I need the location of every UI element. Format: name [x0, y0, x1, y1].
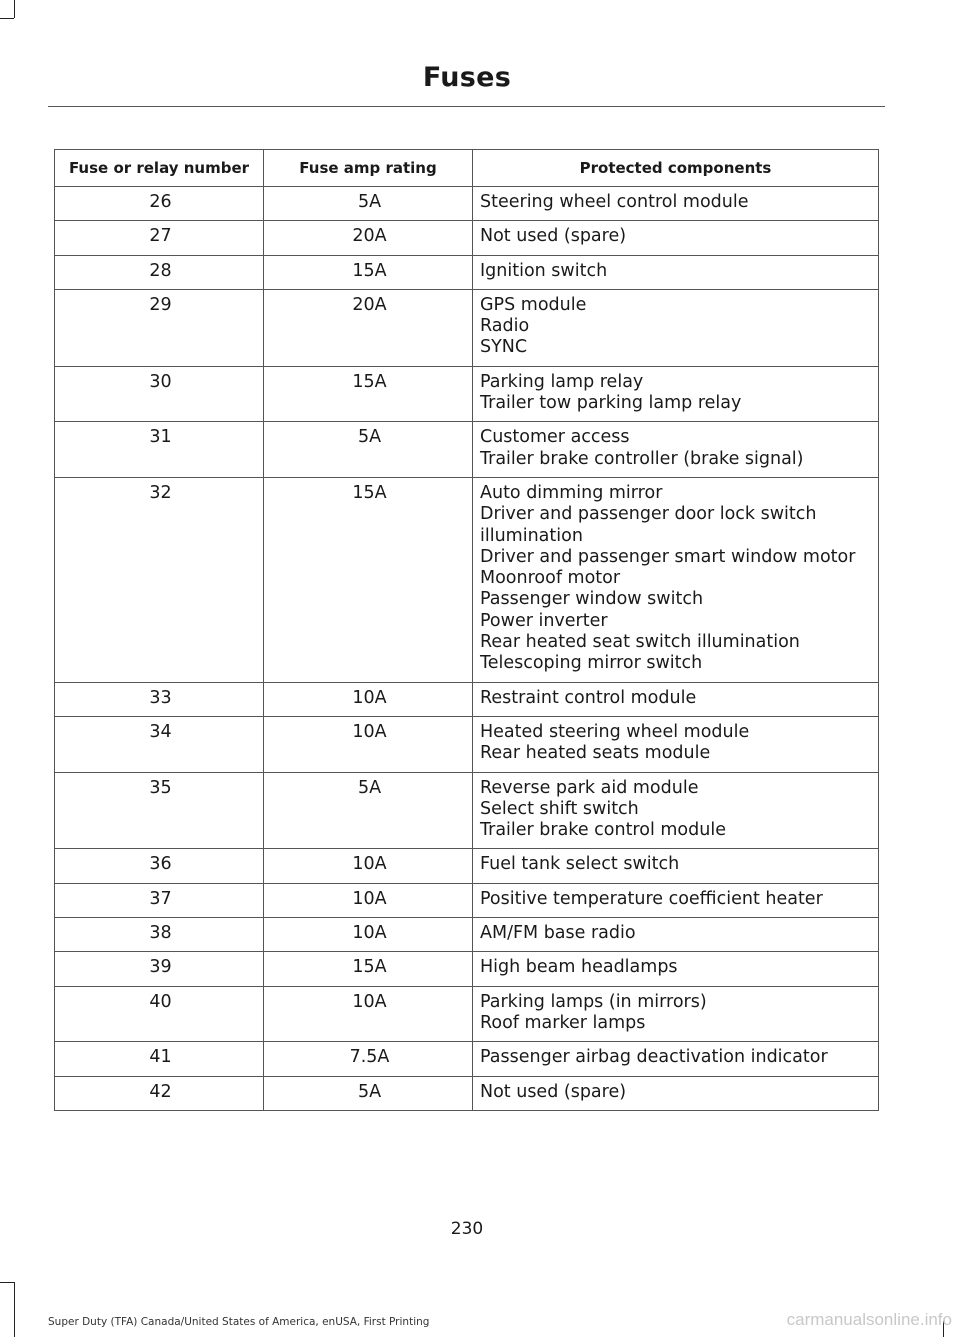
component-item: Fuel tank select switch	[480, 854, 680, 875]
title-divider	[48, 106, 885, 107]
component-item: Not used (spare)	[480, 1081, 627, 1102]
fuse-amp-rating: 10A	[264, 986, 473, 1042]
fuse-amp-rating: 10A	[264, 716, 473, 772]
fuse-number: 40	[55, 986, 264, 1042]
table-row	[55, 883, 879, 917]
component-item: Heated steering wheel module	[480, 721, 750, 742]
protected-components	[473, 289, 879, 366]
component-item: Auto dimming mirror	[480, 482, 663, 503]
table-row	[55, 952, 879, 986]
fuse-number: 38	[55, 918, 264, 952]
component-item: High beam headlamps	[480, 957, 678, 978]
table-row	[55, 849, 879, 883]
component-item: Trailer brake controller (brake signal)	[480, 448, 804, 469]
fuse-amp-rating: 5A	[264, 422, 473, 478]
fuse-amp-rating: 10A	[264, 883, 473, 917]
fuse-number: 30	[55, 366, 264, 422]
table-row	[55, 422, 879, 478]
fuse-number: 39	[55, 952, 264, 986]
component-item: Not used (spare)	[480, 226, 627, 247]
fuse-number: 35	[55, 772, 264, 849]
component-item: Reverse park aid module	[480, 777, 699, 798]
component-item: SYNC	[480, 337, 528, 358]
component-item: AM/FM base radio	[480, 923, 636, 944]
fuse-number: 31	[55, 422, 264, 478]
component-item: Trailer tow parking lamp relay	[480, 393, 742, 414]
component-item: Moonroof motor	[480, 568, 621, 589]
protected-components	[473, 849, 879, 883]
fuse-amp-rating: 5A	[264, 772, 473, 849]
fuse-number: 42	[55, 1076, 264, 1110]
component-item: Positive temperature coefficient heater	[480, 888, 823, 909]
crop-mark-top-left-v	[14, 0, 15, 18]
header-amp-rating: Fuse amp rating	[264, 150, 473, 187]
component-item: Driver and passenger smart window motor	[480, 546, 856, 567]
table-row	[55, 682, 879, 716]
protected-components	[473, 952, 879, 986]
table-row	[55, 1042, 879, 1076]
fuse-number: 28	[55, 255, 264, 289]
fuse-number: 33	[55, 682, 264, 716]
protected-components	[473, 883, 879, 917]
table-row	[55, 477, 879, 682]
protected-components	[473, 716, 879, 772]
watermark: carmanualsonline.info	[786, 1310, 952, 1329]
protected-components	[473, 187, 879, 221]
component-item: Roof marker lamps	[480, 1012, 646, 1033]
header-fuse-number: Fuse or relay number	[55, 150, 264, 187]
fuse-amp-rating: 7.5A	[264, 1042, 473, 1076]
protected-components	[473, 366, 879, 422]
fuse-number: 34	[55, 716, 264, 772]
protected-components	[473, 1042, 879, 1076]
component-item: Parking lamps (in mirrors)	[480, 991, 707, 1012]
fuse-number: 32	[55, 477, 264, 682]
crop-mark-bottom-left-h	[0, 1282, 14, 1283]
table-row	[55, 366, 879, 422]
component-item: Rear heated seats module	[480, 743, 711, 764]
component-item: Restraint control module	[480, 687, 697, 708]
protected-components	[473, 918, 879, 952]
fuse-amp-rating: 15A	[264, 366, 473, 422]
fuse-amp-rating: 5A	[264, 187, 473, 221]
component-item: Rear heated seat switch illumination	[480, 632, 800, 653]
fuse-table	[54, 149, 879, 1111]
table-row	[55, 772, 879, 849]
table-row	[55, 289, 879, 366]
table-row	[55, 255, 879, 289]
fuse-number: 27	[55, 221, 264, 255]
component-item: Passenger window switch	[480, 589, 704, 610]
component-item: Power inverter	[480, 610, 608, 631]
fuse-amp-rating: 20A	[264, 221, 473, 255]
header-protected-components: Protected components	[473, 150, 879, 187]
fuse-amp-rating: 15A	[264, 952, 473, 986]
fuse-amp-rating: 10A	[264, 682, 473, 716]
table-row	[55, 918, 879, 952]
component-item: Ignition switch	[480, 260, 608, 281]
fuse-number: 41	[55, 1042, 264, 1076]
page-title: Fuses	[422, 62, 512, 93]
component-item: Trailer brake control module	[480, 820, 726, 841]
component-item: Telescoping mirror switch	[480, 653, 703, 674]
protected-components	[473, 221, 879, 255]
crop-mark-top-left-h	[0, 18, 14, 19]
fuse-amp-rating: 15A	[264, 255, 473, 289]
component-item: Parking lamp relay	[480, 371, 644, 392]
fuse-amp-rating: 15A	[264, 477, 473, 682]
protected-components	[473, 477, 879, 682]
protected-components	[473, 422, 879, 478]
fuse-amp-rating: 20A	[264, 289, 473, 366]
protected-components	[473, 986, 879, 1042]
table-row	[55, 221, 879, 255]
table-row	[55, 187, 879, 221]
fuse-amp-rating: 10A	[264, 849, 473, 883]
protected-components	[473, 255, 879, 289]
component-item: Driver and passenger door lock switch illumination	[480, 504, 817, 546]
fuse-number: 37	[55, 883, 264, 917]
fuse-number: 26	[55, 187, 264, 221]
fuse-number: 36	[55, 849, 264, 883]
component-item: GPS module	[480, 294, 587, 315]
page-number: 230	[450, 1219, 484, 1239]
fuse-amp-rating: 10A	[264, 918, 473, 952]
component-item: Select shift switch	[480, 798, 639, 819]
component-item: Steering wheel control module	[480, 192, 749, 212]
component-item: Radio	[480, 316, 530, 337]
fuse-number: 29	[55, 289, 264, 366]
component-item: Passenger airbag deactivation indicator	[480, 1047, 828, 1068]
footer-text: Super Duty (TFA) Canada/United States of America, enUSA, First Printing	[48, 1316, 430, 1328]
table-header-row	[55, 150, 879, 187]
table-row	[55, 1076, 879, 1110]
fuse-amp-rating: 5A	[264, 1076, 473, 1110]
crop-mark-bottom-left-v	[14, 1282, 15, 1337]
table-row	[55, 716, 879, 772]
fuse-table-body	[55, 187, 879, 1111]
table-row	[55, 986, 879, 1042]
protected-components	[473, 682, 879, 716]
protected-components	[473, 1076, 879, 1110]
component-item: Customer access	[480, 427, 630, 448]
protected-components	[473, 772, 879, 849]
